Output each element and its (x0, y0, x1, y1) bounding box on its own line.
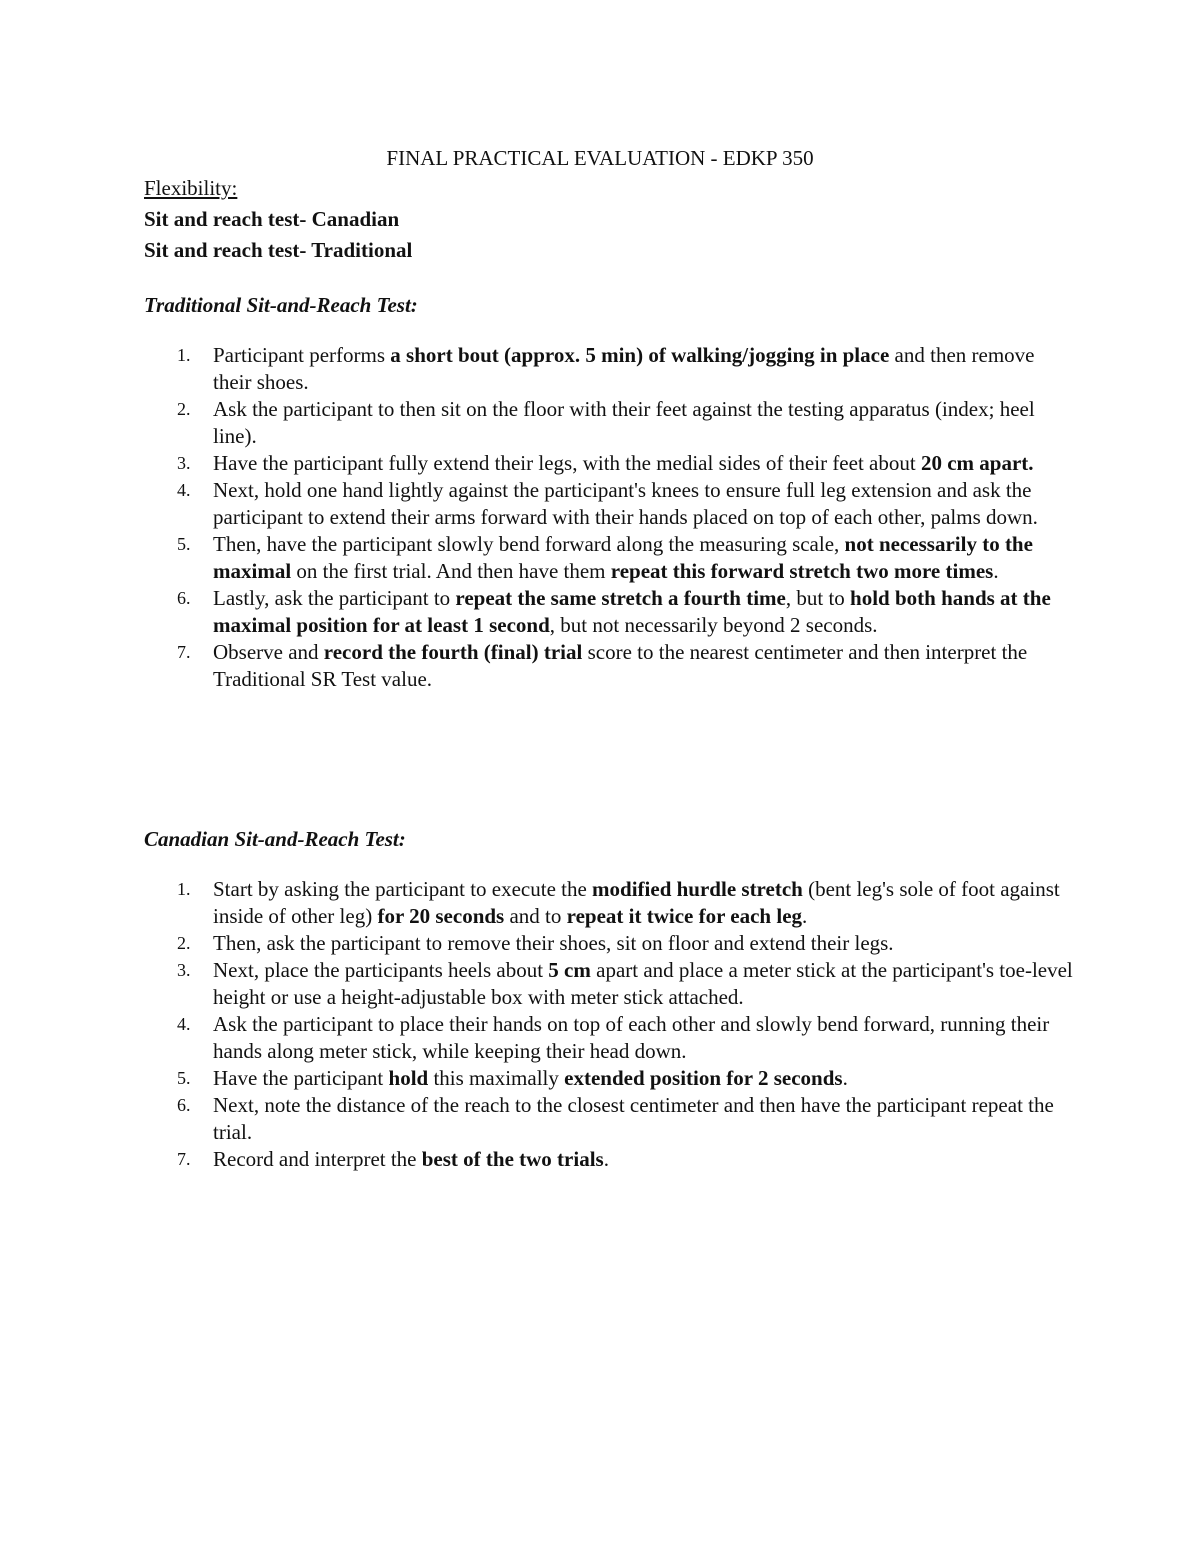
document-title: FINAL PRACTICAL EVALUATION - EDKP 350 (386, 146, 814, 170)
list-item-number: 4. (177, 1014, 191, 1034)
list-item-number: 6. (177, 588, 191, 608)
step-text: Ask the participant to place their hands on top of each other and slowly bend forward, running their hands along meter stick, while keeping their head down. (213, 1012, 1050, 1063)
list-item-number: 5. (177, 1068, 191, 1088)
list-item (144, 1065, 1074, 1092)
step-text: . (802, 904, 808, 928)
step-text: score to the nearest centimeter and then interpret the Traditional SR Test value. (213, 640, 1028, 691)
step-text: . (842, 1066, 848, 1090)
step-text: Have the participant (213, 1066, 389, 1090)
emphasized-text: best of the two trials (421, 1147, 604, 1171)
test-item-traditional: Sit and reach test- Traditional (144, 238, 413, 262)
list-item-number: 7. (177, 1149, 191, 1169)
step-text: Participant performs (213, 343, 391, 367)
emphasized-text: extended position for 2 seconds (564, 1066, 843, 1090)
list-item (144, 396, 1074, 450)
list-item-number: 7. (177, 642, 191, 662)
canadian-heading: Canadian Sit-and-Reach Test: (144, 827, 406, 851)
step-text: Next, hold one hand lightly against the participant's knees to ensure full leg extension and ask the participant to extend their arms forward with their hands placed on top of each other, palms down. (213, 478, 1038, 529)
emphasized-text: not necessarily to the maximal (213, 532, 1033, 583)
step-text: and then remove their shoes. (213, 343, 1035, 394)
step-text: Then, have the participant slowly bend forward along the measuring scale, (213, 532, 845, 556)
emphasized-text: for 20 seconds (377, 904, 505, 928)
step-text: , but to (785, 586, 851, 610)
list-item-number: 1. (177, 879, 191, 899)
emphasized-text: 5 cm (548, 958, 591, 982)
canadian-steps-list (144, 876, 1074, 1173)
emphasized-text: repeat it twice for each leg (566, 904, 803, 928)
step-text: Ask the participant to then sit on the floor with their feet against the testing apparatus (index; heel line). (213, 397, 1035, 448)
emphasized-text: hold (388, 1066, 429, 1090)
step-text: Have the participant fully extend their legs, with the medial sides of their feet about (213, 451, 921, 475)
emphasized-text: repeat this forward stretch two more times (610, 559, 994, 583)
traditional-heading: Traditional Sit-and-Reach Test: (144, 293, 418, 317)
test-item-canadian: Sit and reach test- Canadian (144, 207, 400, 231)
list-item (144, 1092, 1074, 1146)
list-item (144, 585, 1074, 639)
step-text: , but not necessarily beyond 2 seconds. (549, 613, 878, 637)
list-item-number: 6. (177, 1095, 191, 1115)
emphasized-text: modified hurdle stretch (592, 877, 803, 901)
emphasized-text: repeat the same stretch a fourth time (455, 586, 786, 610)
step-text: this maximally (428, 1066, 565, 1090)
list-item-number: 2. (177, 399, 191, 419)
emphasized-text: record the fourth (final) trial (323, 640, 583, 664)
list-item (144, 531, 1074, 585)
step-text: Observe and (213, 640, 324, 664)
list-item-number: 4. (177, 480, 191, 500)
step-text: . (993, 559, 999, 583)
list-item (144, 450, 1074, 477)
step-text: Next, place the participants heels about (213, 958, 549, 982)
list-item (144, 930, 1074, 957)
list-item-number: 5. (177, 534, 191, 554)
list-item (144, 1146, 1074, 1173)
test-list (144, 173, 1074, 266)
step-text: Start by asking the participant to execute the (213, 877, 593, 901)
step-text: apart and place a meter stick at the participant's toe-level height or use a height-adjustable box with meter stick attached. (213, 958, 1073, 1009)
list-item (144, 1011, 1074, 1065)
category-label: Flexibility: (144, 176, 238, 200)
traditional-steps-list (144, 342, 1074, 693)
emphasized-text: hold both hands at the maximal position for at least 1 second (213, 586, 1051, 637)
step-text: . (603, 1147, 609, 1171)
step-text: Lastly, ask the participant to (213, 586, 456, 610)
step-text: Next, note the distance of the reach to the closest centimeter and then have the participant repeat the trial. (213, 1093, 1054, 1144)
list-item (144, 477, 1074, 531)
step-text: Then, ask the participant to remove their shoes, sit on floor and extend their legs. (213, 931, 894, 955)
list-item-number: 2. (177, 933, 191, 953)
list-item (144, 876, 1074, 930)
step-text: on the first trial. And then have them (291, 559, 611, 583)
list-item-number: 3. (177, 960, 191, 980)
list-item-number: 1. (177, 345, 191, 365)
list-item (144, 639, 1074, 693)
step-text: (bent leg's sole of foot against inside of other leg) (213, 877, 1060, 928)
step-text: Record and interpret the (213, 1147, 422, 1171)
list-item (144, 957, 1074, 1011)
list-item-number: 3. (177, 453, 191, 473)
emphasized-text: 20 cm apart. (920, 451, 1034, 475)
step-text: and to (504, 904, 567, 928)
list-item (144, 342, 1074, 396)
emphasized-text: a short bout (approx. 5 min) of walking/jogging in place (390, 343, 890, 367)
